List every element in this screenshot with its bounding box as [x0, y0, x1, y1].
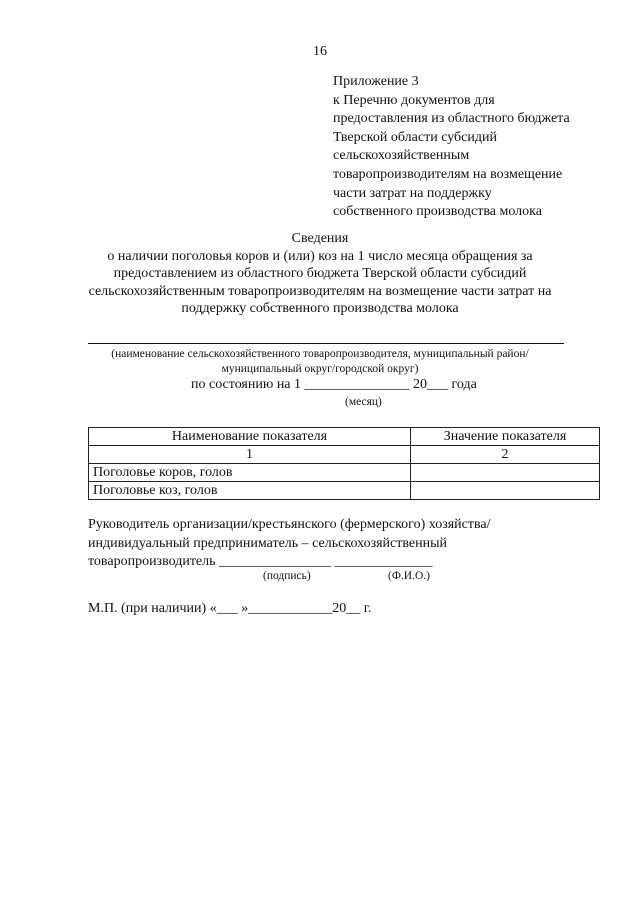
indicators-table — [88, 427, 600, 500]
signature-line: Руководитель организации/крестьянского (фермерского) хозяйства/ — [88, 517, 491, 532]
header-indicator-name: Наименование показателя — [89, 428, 411, 446]
organization-caption — [0, 347, 640, 376]
table-row — [89, 464, 600, 482]
appendix-line: товаропроизводителям на возмещение — [333, 166, 563, 182]
row-indicator-name: Поголовье коров, голов — [89, 464, 411, 482]
report-date-line[interactable]: по состоянию на 1 _______________ 20___ года — [191, 377, 477, 392]
page-number: 16 — [313, 44, 327, 59]
organization-name-field[interactable] — [88, 343, 564, 344]
column-number: 1 — [89, 446, 411, 464]
row-indicator-value[interactable] — [411, 482, 600, 500]
appendix-line: к Перечню документов для — [333, 92, 495, 108]
table-numbering-row — [89, 446, 600, 464]
row-indicator-name: Поголовье коз, голов — [89, 482, 411, 500]
document-title — [0, 230, 640, 318]
table-row — [89, 482, 600, 500]
stamp-date-line[interactable]: М.П. (при наличии) «___ »____________20__ г. — [88, 601, 372, 616]
signature-line: индивидуальный предприниматель – сельскохозяйственный — [88, 535, 447, 551]
title-line: о наличии поголовья коров и (или) коз на 1 число месяца обращения за — [107, 248, 533, 264]
fio-caption: (Ф.И.О.) — [388, 570, 430, 582]
appendix-block — [333, 73, 633, 222]
signature-field-line[interactable]: товаропроизводитель ________________ ______________ — [88, 554, 433, 569]
appendix-line: собственного производства молока — [333, 204, 542, 220]
caption-line: муниципальный округ/городской округ) — [221, 362, 419, 375]
month-caption: (месяц) — [345, 396, 382, 408]
signature-block — [88, 516, 608, 572]
appendix-line: части затрат на поддержку — [333, 185, 492, 201]
appendix-line: Приложение 3 — [333, 74, 419, 89]
title-line: предоставлением из областного бюджета Тверской области субсидий — [113, 266, 527, 281]
header-indicator-value: Значение показателя — [411, 428, 600, 446]
appendix-line: Тверской области субсидий — [333, 129, 497, 145]
row-indicator-value[interactable] — [411, 464, 600, 482]
column-number: 2 — [411, 446, 600, 464]
table-header-row — [89, 428, 600, 446]
appendix-line: предоставления из областного бюджета — [333, 111, 570, 127]
caption-line: (наименование сельскохозяйственного товаропроизводителя, муниципальный район/ — [111, 348, 529, 360]
title-line: сельскохозяйственным товаропроизводителям на возмещение части затрат на — [88, 283, 552, 299]
title-heading: Сведения — [291, 231, 349, 246]
title-line: поддержку собственного производства молока — [181, 301, 459, 316]
signature-caption: (подпись) — [263, 570, 311, 582]
appendix-line: сельскохозяйственным — [333, 148, 470, 164]
